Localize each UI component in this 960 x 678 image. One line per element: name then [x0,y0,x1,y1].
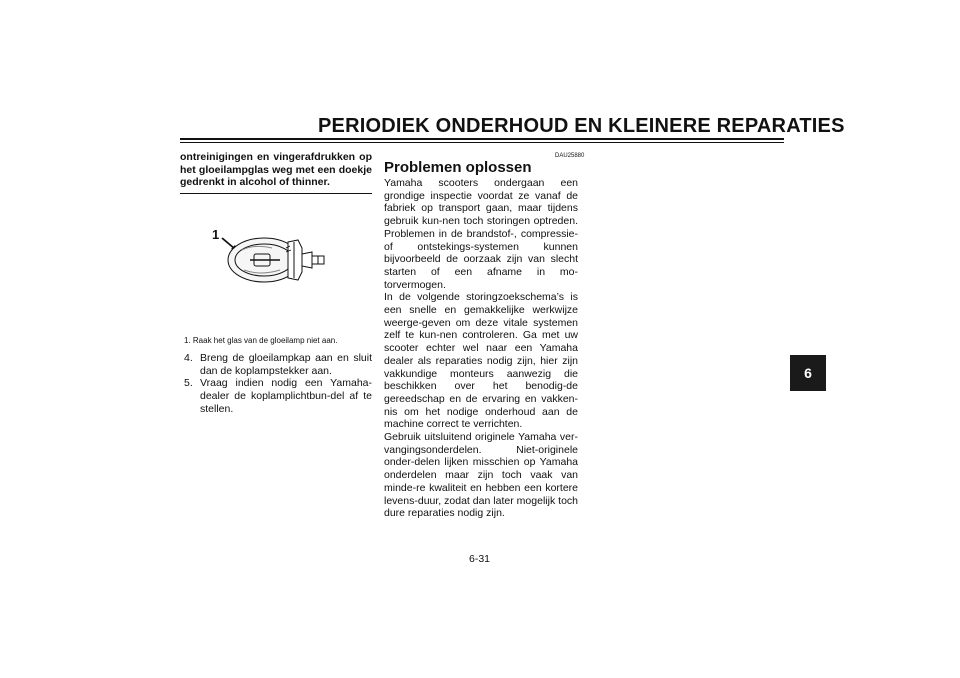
chapter-tab-label: 6 [804,365,812,381]
troubleshooting-body [384,177,578,520]
step-text: Breng de gloeilampkap aan en sluit dan de koplampstekker aan. [200,352,372,377]
step-number: 5. [184,377,193,390]
chapter-tab[interactable] [790,355,826,391]
section-code: DAU25880 [555,153,585,159]
body-paragraph: Yamaha scooters ondergaan een grondige inspectie voordat ze vanaf de fabriek op transport gaan, maar tijdens gebruik kun-nen toch storingen optreden. Problemen in de brandstof-, compressie- of ontstekings-systemen kunnen bijvoorbeeld de oorzaak zijn van slecht starten of een afname in mo-torvermogen. [384,177,578,291]
body-paragraph: In de volgende storingzoekschema’s is een snelle en gemakkelijke werkwijze weerge-geven om deze vitale systemen zelf te kun-nen controleren. Ga met uw scooter echter wel naar een Yamaha dealer als reparaties nodig zijn, hier zijn vakkundige monteurs aanwezig die beschikken over het benodig-de gereedschap en de ervaring en vakken-nis om het nodige onderhoud aan de machine correct te verrichten. [384,291,578,431]
figure-caption: 1. Raak het glas van de gloeilamp niet aan. [184,336,338,345]
step-item [184,377,372,415]
warning-block [180,151,372,194]
instruction-steps [184,352,372,416]
body-paragraph: Gebruik uitsluitend originele Yamaha ver-vangingsonderdelen. Niet-originele onder-delen lijken misschien op Yamaha onderdelen maar zijn toch vaak van minde-re kwaliteit en hebben een kortere levens-duur, zodat dan later mogelijk toch dure reparaties nodig zijn. [384,431,578,520]
step-text: Vraag indien nodig een Yamaha-dealer de koplamplichtbun-del af te stellen. [200,377,372,415]
warning-rule [180,193,372,194]
step-number: 4. [184,352,193,364]
figure-callout-label: 1 [212,227,220,242]
section-heading: Problemen oplossen [384,159,532,176]
step-item [184,352,372,377]
headlight-bulb-icon [228,238,324,282]
title-rule-thin [180,142,784,143]
page-title: PERIODIEK ONDERHOUD EN KLEINERE REPARATIES [318,115,845,137]
page-number: 6-31 [469,553,491,565]
bulb-illustration [202,222,342,290]
warning-text: ontreinigingen en vingerafdrukken op het gloeilampglas weg met een doekje gedrenkt in alcohol of thinner. [180,151,372,189]
title-rule [180,138,784,140]
